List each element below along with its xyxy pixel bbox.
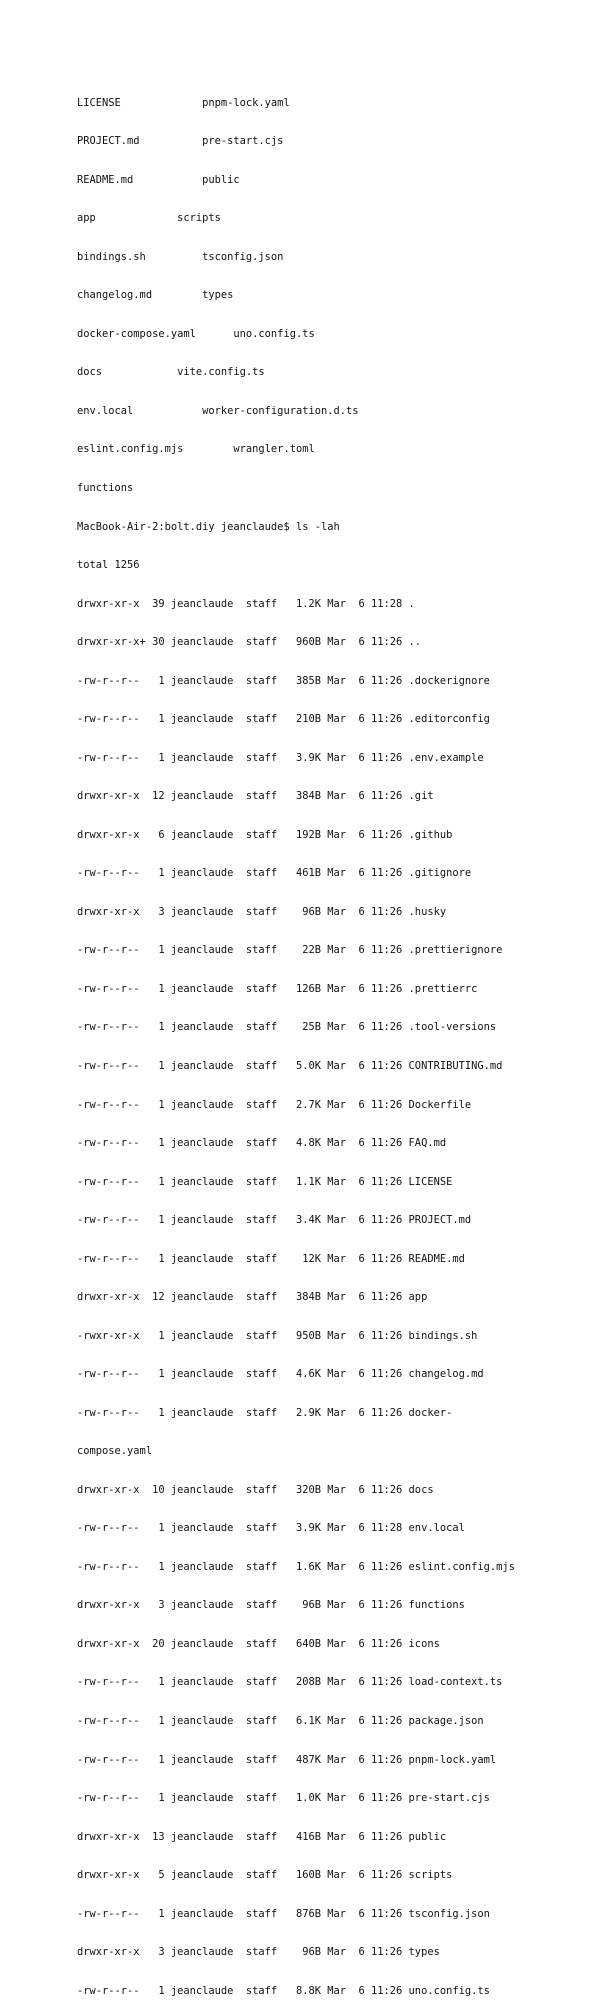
listing-row: -rw-r--r-- 1 jeanclaude staff 22B Mar 6 11:26 .prettierignore <box>77 944 503 957</box>
listing-row: -rw-r--r-- 1 jeanclaude staff 1.0K Mar 6 11:26 pre-start.cjs <box>77 1792 490 1805</box>
terminal-line: PROJECT.md pre-start.cjs <box>77 135 284 148</box>
listing-row: -rw-r--r-- 1 jeanclaude staff 487K Mar 6 11:26 pnpm-lock.yaml <box>77 1753 497 1766</box>
listing-row: -rw-r--r-- 1 jeanclaude staff 3.4K Mar 6 11:26 PROJECT.md <box>77 1214 472 1227</box>
listing-row: drwxr-xr-x 3 jeanclaude staff 96B Mar 6 11:26 .husky <box>77 905 447 918</box>
listing-row: -rw-r--r-- 1 jeanclaude staff 6.1K Mar 6 11:26 package.json <box>77 1715 484 1727</box>
listing-row: -rw-r--r-- 1 jeanclaude staff 876B Mar 6 11:26 tsconfig.json <box>77 1907 490 1920</box>
listing-row: drwxr-xr-x 13 jeanclaude staff 416B Mar 6 11:26 public <box>77 1830 447 1843</box>
terminal-line: functions <box>77 482 134 494</box>
listing-row: compose.yaml <box>77 1445 153 1458</box>
listing-row: drwxr-xr-x 39 jeanclaude staff 1.2K Mar 6 11:28 . <box>77 597 415 610</box>
terminal-line: app scripts <box>77 212 221 225</box>
listing-row: -rw-r--r-- 1 jeanclaude staff 3.9K Mar 6 11:28 env.local <box>77 1522 465 1535</box>
listing-row: -rw-r--r-- 1 jeanclaude staff 25B Mar 6 11:26 .tool-versions <box>77 1021 497 1034</box>
listing-row: -rw-r--r-- 1 jeanclaude staff 8.8K Mar 6 11:26 uno.config.ts <box>77 1984 490 1997</box>
terminal-line: LICENSE pnpm-lock.yaml <box>77 96 290 109</box>
listing-row: drwxr-xr-x 6 jeanclaude staff 192B Mar 6 11:26 .github <box>77 828 453 841</box>
listing-row: -rw-r--r-- 1 jeanclaude staff 208B Mar 6 11:26 load-context.ts <box>77 1676 503 1689</box>
listing-row: drwxr-xr-x 12 jeanclaude staff 384B Mar 6 11:26 .git <box>77 790 434 803</box>
terminal-output <box>77 71 597 2010</box>
terminal-line: bindings.sh tsconfig.json <box>77 250 284 263</box>
listing-row: -rw-r--r-- 1 jeanclaude staff 210B Mar 6 11:26 .editorconfig <box>77 713 490 726</box>
listing-row: -rw-r--r-- 1 jeanclaude staff 2.9K Mar 6 11:26 docker- <box>77 1406 453 1419</box>
listing-row: -rw-r--r-- 1 jeanclaude staff 1.1K Mar 6 11:26 LICENSE <box>77 1175 453 1188</box>
listing-row: drwxr-xr-x+ 30 jeanclaude staff 960B Mar 6 11:26 .. <box>77 636 422 649</box>
listing-row: drwxr-xr-x 5 jeanclaude staff 160B Mar 6 11:26 scripts <box>77 1869 453 1882</box>
terminal-line: eslint.config.mjs wrangler.toml <box>77 443 315 456</box>
listing-row: -rw-r--r-- 1 jeanclaude staff 2.7K Mar 6 11:26 Dockerfile <box>77 1098 472 1111</box>
listing-row: -rwxr-xr-x 1 jeanclaude staff 950B Mar 6 11:26 bindings.sh <box>77 1329 478 1342</box>
listing-row: drwxr-xr-x 10 jeanclaude staff 320B Mar 6 11:26 docs <box>77 1483 434 1496</box>
terminal-line: env.local worker-configuration.d.ts <box>77 404 359 417</box>
listing-row: -rw-r--r-- 1 jeanclaude staff 3.9K Mar 6 11:26 .env.example <box>77 751 484 764</box>
listing-row: drwxr-xr-x 20 jeanclaude staff 640B Mar 6 11:26 icons <box>77 1637 440 1650</box>
listing-row: -rw-r--r-- 1 jeanclaude staff 461B Mar 6 11:26 .gitignore <box>77 867 472 880</box>
listing-row: drwxr-xr-x 12 jeanclaude staff 384B Mar 6 11:26 app <box>77 1291 428 1304</box>
terminal-line: docs vite.config.ts <box>77 366 265 379</box>
listing-row: drwxr-xr-x 3 jeanclaude staff 96B Mar 6 11:26 functions <box>77 1599 465 1612</box>
shell-prompt: MacBook-Air-2:bolt.diy jeanclaude$ ls -lah <box>77 520 340 533</box>
listing-row: -rw-r--r-- 1 jeanclaude staff 12K Mar 6 11:26 README.md <box>77 1252 465 1265</box>
terminal-line: docker-compose.yaml uno.config.ts <box>77 327 315 340</box>
terminal-line: README.md public <box>77 173 240 186</box>
listing-row: drwxr-xr-x 3 jeanclaude staff 96B Mar 6 11:26 types <box>77 1946 440 1959</box>
listing-row: -rw-r--r-- 1 jeanclaude staff 4.8K Mar 6 11:26 FAQ.md <box>77 1137 447 1150</box>
terminal-line: changelog.md types <box>77 289 234 302</box>
terminal-line: total 1256 <box>77 559 140 572</box>
listing-row: -rw-r--r-- 1 jeanclaude staff 5.0K Mar 6 11:26 CONTRIBUTING.md <box>77 1059 503 1072</box>
listing-row: -rw-r--r-- 1 jeanclaude staff 126B Mar 6 11:26 .prettierrc <box>77 982 478 995</box>
listing-row: -rw-r--r-- 1 jeanclaude staff 1.6K Mar 6 11:26 eslint.config.mjs <box>77 1560 515 1573</box>
listing-row: -rw-r--r-- 1 jeanclaude staff 385B Mar 6 11:26 .dockerignore <box>77 674 490 687</box>
listing-row: -rw-r--r-- 1 jeanclaude staff 4.6K Mar 6 11:26 changelog.md <box>77 1368 484 1381</box>
